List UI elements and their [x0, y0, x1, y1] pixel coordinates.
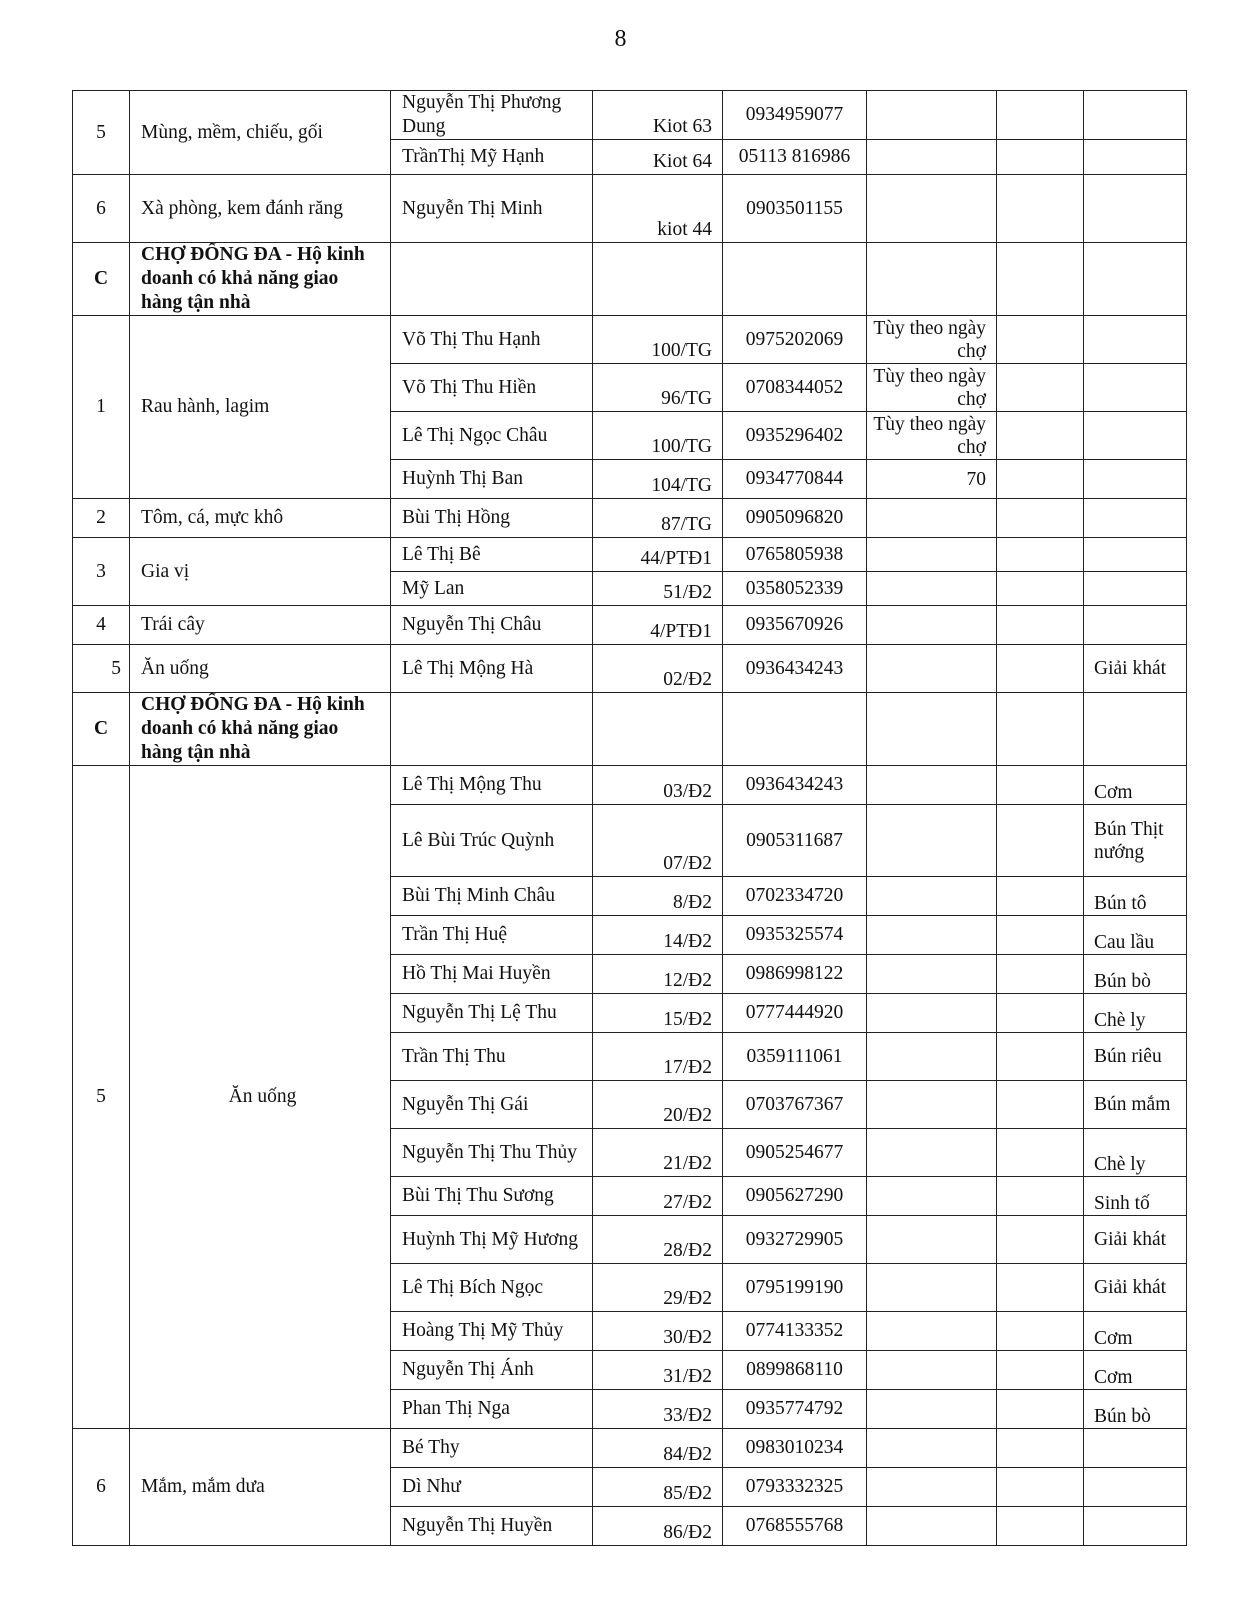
- vendor-name: Nguyễn Thị Châu: [391, 606, 593, 645]
- note: [1084, 460, 1187, 499]
- empty-cell: [997, 316, 1084, 364]
- vendor-name: Hoàng Thị Mỹ Thủy: [391, 1312, 593, 1351]
- note: Bún tô: [1084, 877, 1187, 916]
- delivery-time: [867, 645, 997, 693]
- vendor-name: Nguyễn Thị Thu Thủy: [391, 1129, 593, 1177]
- delivery-time: [867, 1216, 997, 1264]
- delivery-time: [867, 1081, 997, 1129]
- vendor-name: Dì Như: [391, 1468, 593, 1507]
- note: Bún bò: [1084, 955, 1187, 994]
- empty-cell: [997, 1390, 1084, 1429]
- phone-number: 0932729905: [723, 1216, 867, 1264]
- delivery-time: [867, 175, 997, 243]
- note: Bún riêu: [1084, 1033, 1187, 1081]
- goods-category: Trái cây: [130, 606, 391, 645]
- empty-cell: [997, 1081, 1084, 1129]
- stall-number: 27/Đ2: [593, 1177, 723, 1216]
- row-number: 2: [73, 499, 130, 538]
- goods-category: Tôm, cá, mực khô: [130, 499, 391, 538]
- stall-number: 02/Đ2: [593, 645, 723, 693]
- empty-cell: [723, 243, 867, 316]
- delivery-time: [867, 1264, 997, 1312]
- vendor-name: Lê Bùi Trúc Quỳnh: [391, 805, 593, 877]
- stall-number: 8/Đ2: [593, 877, 723, 916]
- stall-number: 28/Đ2: [593, 1216, 723, 1264]
- section-code: C: [73, 243, 130, 316]
- note: Chè ly: [1084, 1129, 1187, 1177]
- phone-number: 0905254677: [723, 1129, 867, 1177]
- phone-number: 0777444920: [723, 994, 867, 1033]
- phone-number: 0795199190: [723, 1264, 867, 1312]
- row-number: 6: [73, 1429, 130, 1546]
- vendor-name: Lê Thị Mộng Thu: [391, 766, 593, 805]
- phone-number: 0983010234: [723, 1429, 867, 1468]
- empty-cell: [391, 693, 593, 766]
- phone-number: 0358052339: [723, 572, 867, 606]
- phone-number: 0899868110: [723, 1351, 867, 1390]
- empty-cell: [723, 693, 867, 766]
- phone-number: 0903501155: [723, 175, 867, 243]
- note: [1084, 364, 1187, 412]
- section-code: C: [73, 693, 130, 766]
- phone-number: 0934959077: [723, 91, 867, 140]
- row-number: 1: [73, 316, 130, 499]
- note: [1084, 175, 1187, 243]
- note: Chè ly: [1084, 994, 1187, 1033]
- phone-number: 0936434243: [723, 766, 867, 805]
- vendor-name: Nguyễn Thị Phương Dung: [391, 91, 593, 140]
- phone-number: 0935670926: [723, 606, 867, 645]
- goods-category: Ăn uống: [130, 766, 391, 1429]
- note: [1084, 1507, 1187, 1546]
- note: Bún Thịt nướng: [1084, 805, 1187, 877]
- stall-number: 100/TG: [593, 412, 723, 460]
- empty-cell: [391, 243, 593, 316]
- row-number: 5: [73, 91, 130, 175]
- table-row: [73, 645, 1187, 693]
- goods-category: Ăn uống: [130, 645, 391, 693]
- delivery-time: [867, 538, 997, 572]
- phone-number: 0793332325: [723, 1468, 867, 1507]
- empty-cell: [1084, 693, 1187, 766]
- vendor-name: Lê Thị Bê: [391, 538, 593, 572]
- stall-number: kiot 44: [593, 175, 723, 243]
- stall-number: 96/TG: [593, 364, 723, 412]
- table-row: [73, 91, 1187, 140]
- vendor-name: Nguyễn Thị Lệ Thu: [391, 994, 593, 1033]
- delivery-time: [867, 916, 997, 955]
- vendor-name: Trần Thị Thu: [391, 1033, 593, 1081]
- empty-cell: [867, 243, 997, 316]
- stall-number: Kiot 63: [593, 91, 723, 140]
- delivery-time: [867, 1351, 997, 1390]
- empty-cell: [867, 693, 997, 766]
- empty-cell: [997, 499, 1084, 538]
- empty-cell: [997, 994, 1084, 1033]
- note: Cơm: [1084, 1312, 1187, 1351]
- phone-number: 0934770844: [723, 460, 867, 499]
- phone-number: 0765805938: [723, 538, 867, 572]
- phone-number: 0935774792: [723, 1390, 867, 1429]
- phone-number: 0935296402: [723, 412, 867, 460]
- table-row: [73, 1429, 1187, 1468]
- delivery-time: [867, 1177, 997, 1216]
- stall-number: 44/PTĐ1: [593, 538, 723, 572]
- note: [1084, 538, 1187, 572]
- note: [1084, 412, 1187, 460]
- empty-cell: [997, 460, 1084, 499]
- delivery-time: [867, 766, 997, 805]
- phone-number: 0935325574: [723, 916, 867, 955]
- note: [1084, 606, 1187, 645]
- empty-cell: [997, 572, 1084, 606]
- phone-number: 0703767367: [723, 1081, 867, 1129]
- empty-cell: [997, 955, 1084, 994]
- stall-number: 104/TG: [593, 460, 723, 499]
- delivery-time: [867, 140, 997, 175]
- vendor-name: Nguyễn Thị Minh: [391, 175, 593, 243]
- stall-number: 51/Đ2: [593, 572, 723, 606]
- vendor-name: Nguyễn Thị Ánh: [391, 1351, 593, 1390]
- note: Cơm: [1084, 766, 1187, 805]
- note: Giải khát: [1084, 645, 1187, 693]
- vendor-table: [72, 90, 1187, 1546]
- delivery-time: [867, 1507, 997, 1546]
- delivery-time: [867, 877, 997, 916]
- empty-cell: [997, 877, 1084, 916]
- vendor-name: Phan Thị Nga: [391, 1390, 593, 1429]
- empty-cell: [997, 538, 1084, 572]
- goods-category: Mắm, mắm dưa: [130, 1429, 391, 1546]
- delivery-time: [867, 805, 997, 877]
- stall-number: 17/Đ2: [593, 1033, 723, 1081]
- vendor-name: Bùi Thị Hồng: [391, 499, 593, 538]
- delivery-time: [867, 606, 997, 645]
- vendor-name: Huỳnh Thị Mỹ Hương: [391, 1216, 593, 1264]
- vendor-table-body: [73, 91, 1187, 1546]
- stall-number: 86/Đ2: [593, 1507, 723, 1546]
- delivery-time: [867, 1129, 997, 1177]
- row-number: 6: [73, 175, 130, 243]
- stall-number: 14/Đ2: [593, 916, 723, 955]
- phone-number: 0936434243: [723, 645, 867, 693]
- empty-cell: [997, 175, 1084, 243]
- empty-cell: [997, 1177, 1084, 1216]
- vendor-name: Huỳnh Thị Ban: [391, 460, 593, 499]
- row-number: 4: [73, 606, 130, 645]
- empty-cell: [997, 1129, 1084, 1177]
- phone-number: 0905627290: [723, 1177, 867, 1216]
- empty-cell: [997, 1507, 1084, 1546]
- table-row: [73, 175, 1187, 243]
- goods-category: Mùng, mềm, chiếu, gối: [130, 91, 391, 175]
- stall-number: 85/Đ2: [593, 1468, 723, 1507]
- empty-cell: [997, 1429, 1084, 1468]
- delivery-time: [867, 994, 997, 1033]
- note: [1084, 1468, 1187, 1507]
- stall-number: 20/Đ2: [593, 1081, 723, 1129]
- empty-cell: [997, 243, 1084, 316]
- goods-category: Xà phòng, kem đánh răng: [130, 175, 391, 243]
- vendor-name: Nguyễn Thị Huyền: [391, 1507, 593, 1546]
- phone-number: 0768555768: [723, 1507, 867, 1546]
- phone-number: 0986998122: [723, 955, 867, 994]
- empty-cell: [997, 606, 1084, 645]
- empty-cell: [997, 805, 1084, 877]
- stall-number: 21/Đ2: [593, 1129, 723, 1177]
- vendor-name: Bùi Thị Thu Sương: [391, 1177, 593, 1216]
- vendor-name: Lê Thị Ngọc Châu: [391, 412, 593, 460]
- empty-cell: [997, 1216, 1084, 1264]
- empty-cell: [997, 91, 1084, 140]
- empty-cell: [997, 1312, 1084, 1351]
- delivery-time: [867, 1312, 997, 1351]
- phone-number: 0774133352: [723, 1312, 867, 1351]
- goods-category: Rau hành, lagim: [130, 316, 391, 499]
- vendor-name: Bé Thy: [391, 1429, 593, 1468]
- stall-number: 87/TG: [593, 499, 723, 538]
- empty-cell: [997, 766, 1084, 805]
- empty-cell: [997, 140, 1084, 175]
- empty-cell: [997, 693, 1084, 766]
- empty-cell: [997, 1033, 1084, 1081]
- stall-number: 29/Đ2: [593, 1264, 723, 1312]
- section-heading: CHỢ ĐỐNG ĐA - Hộ kinh doanh có khả năng giao hàng tận nhà: [130, 243, 391, 316]
- row-number: 5: [73, 766, 130, 1429]
- delivery-time: 70: [867, 460, 997, 499]
- table-row: [73, 538, 1187, 572]
- empty-cell: [593, 243, 723, 316]
- phone-number: 0905311687: [723, 805, 867, 877]
- delivery-time: Tùy theo ngày chợ: [867, 412, 997, 460]
- empty-cell: [593, 693, 723, 766]
- vendor-name: Bùi Thị Minh Châu: [391, 877, 593, 916]
- stall-number: 03/Đ2: [593, 766, 723, 805]
- stall-number: 31/Đ2: [593, 1351, 723, 1390]
- goods-category: Gia vị: [130, 538, 391, 606]
- note: [1084, 1429, 1187, 1468]
- vendor-name: TrầnThị Mỹ Hạnh: [391, 140, 593, 175]
- table-row: [73, 316, 1187, 364]
- delivery-time: Tùy theo ngày chợ: [867, 316, 997, 364]
- note: Cơm: [1084, 1351, 1187, 1390]
- note: Bún bò: [1084, 1390, 1187, 1429]
- empty-cell: [997, 645, 1084, 693]
- delivery-time: [867, 1033, 997, 1081]
- table-row: [73, 606, 1187, 645]
- note: Giải khát: [1084, 1216, 1187, 1264]
- note: [1084, 572, 1187, 606]
- stall-number: 100/TG: [593, 316, 723, 364]
- delivery-time: Tùy theo ngày chợ: [867, 364, 997, 412]
- empty-cell: [997, 1351, 1084, 1390]
- delivery-time: [867, 1390, 997, 1429]
- delivery-time: [867, 572, 997, 606]
- note: [1084, 91, 1187, 140]
- section-heading-row: [73, 243, 1187, 316]
- stall-number: Kiot 64: [593, 140, 723, 175]
- empty-cell: [997, 364, 1084, 412]
- stall-number: 84/Đ2: [593, 1429, 723, 1468]
- stall-number: 12/Đ2: [593, 955, 723, 994]
- vendor-name: Võ Thị Thu Hiền: [391, 364, 593, 412]
- empty-cell: [1084, 243, 1187, 316]
- table-row: [73, 766, 1187, 805]
- note: Bún mắm: [1084, 1081, 1187, 1129]
- phone-number: 0975202069: [723, 316, 867, 364]
- row-number: 3: [73, 538, 130, 606]
- note: [1084, 499, 1187, 538]
- note: [1084, 140, 1187, 175]
- delivery-time: [867, 91, 997, 140]
- stall-number: 33/Đ2: [593, 1390, 723, 1429]
- stall-number: 4/PTĐ1: [593, 606, 723, 645]
- empty-cell: [997, 1468, 1084, 1507]
- stall-number: 30/Đ2: [593, 1312, 723, 1351]
- note: [1084, 316, 1187, 364]
- vendor-name: Lê Thị Bích Ngọc: [391, 1264, 593, 1312]
- vendor-name: Võ Thị Thu Hạnh: [391, 316, 593, 364]
- delivery-time: [867, 1429, 997, 1468]
- note: Giải khát: [1084, 1264, 1187, 1312]
- vendor-name: Lê Thị Mộng Hà: [391, 645, 593, 693]
- empty-cell: [997, 1264, 1084, 1312]
- vendor-name: Mỹ Lan: [391, 572, 593, 606]
- delivery-time: [867, 955, 997, 994]
- table-row: [73, 499, 1187, 538]
- phone-number: 0905096820: [723, 499, 867, 538]
- page-number: 8: [614, 26, 627, 52]
- vendor-name: Trần Thị Huệ: [391, 916, 593, 955]
- note: Sinh tố: [1084, 1177, 1187, 1216]
- phone-number: 05113 816986: [723, 140, 867, 175]
- vendor-name: Nguyễn Thị Gái: [391, 1081, 593, 1129]
- note: Cau lầu: [1084, 916, 1187, 955]
- row-number: 5: [73, 645, 130, 693]
- stall-number: 15/Đ2: [593, 994, 723, 1033]
- delivery-time: [867, 1468, 997, 1507]
- section-heading: CHỢ ĐỐNG ĐA - Hộ kinh doanh có khả năng giao hàng tận nhà: [130, 693, 391, 766]
- empty-cell: [997, 916, 1084, 955]
- empty-cell: [997, 412, 1084, 460]
- phone-number: 0708344052: [723, 364, 867, 412]
- stall-number: 07/Đ2: [593, 805, 723, 877]
- section-heading-row: [73, 693, 1187, 766]
- phone-number: 0359111061: [723, 1033, 867, 1081]
- vendor-name: Hồ Thị Mai Huyền: [391, 955, 593, 994]
- delivery-time: [867, 499, 997, 538]
- phone-number: 0702334720: [723, 877, 867, 916]
